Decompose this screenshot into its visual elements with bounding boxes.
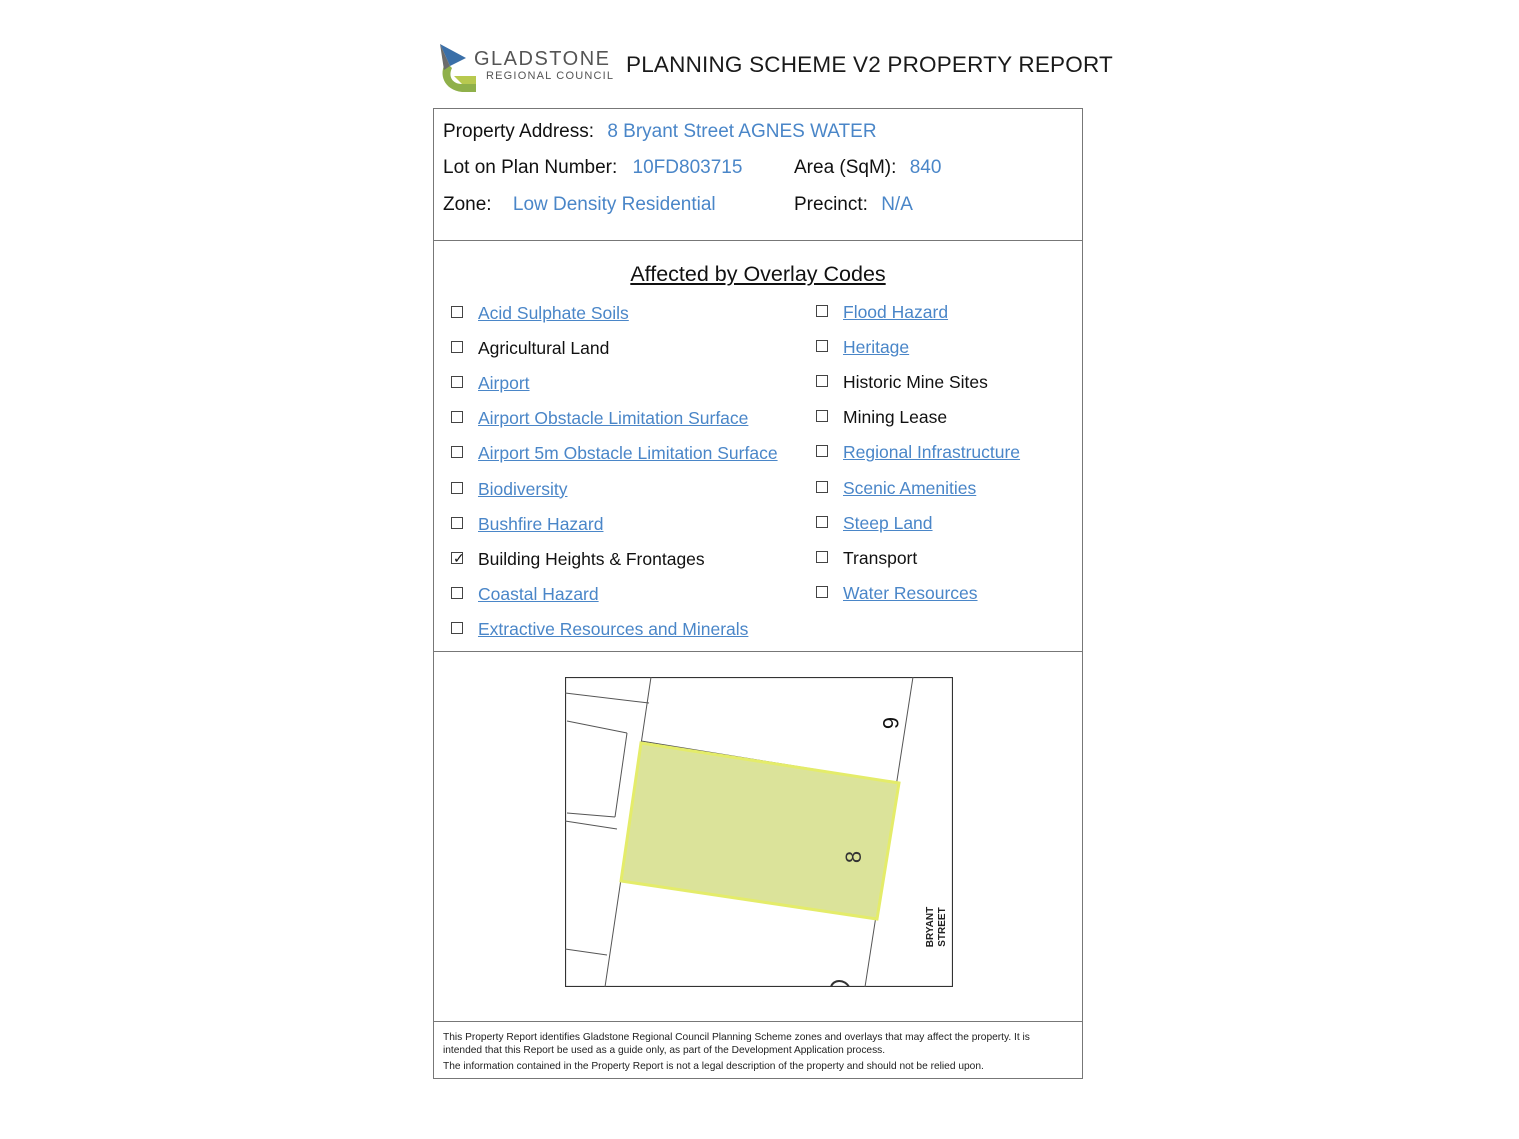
overlay-codes-section bbox=[434, 240, 1082, 652]
overlay-checkbox bbox=[816, 305, 828, 317]
overlay-link[interactable]: Extractive Resources and Minerals bbox=[478, 618, 749, 639]
overlay-link[interactable]: Bushfire Hazard bbox=[478, 513, 604, 534]
address-label: Property Address: bbox=[443, 121, 595, 142]
report-frame bbox=[433, 108, 1083, 1079]
precinct-value: N/A bbox=[881, 194, 913, 215]
precinct-row bbox=[794, 194, 913, 216]
overlay-link[interactable]: Biodiversity bbox=[478, 478, 568, 499]
street-label-line1: BRYANT bbox=[925, 906, 936, 948]
overlay-checkbox bbox=[451, 517, 463, 529]
overlay-link[interactable]: Heritage bbox=[843, 337, 910, 358]
overlay-codes-title: Affected by Overlay Codes bbox=[630, 262, 886, 286]
overlay-checkbox bbox=[451, 376, 463, 388]
overlay-checkbox bbox=[451, 411, 463, 423]
overlay-checkbox bbox=[816, 410, 828, 422]
overlay-link[interactable]: Water Resources bbox=[843, 582, 978, 603]
area-row bbox=[794, 157, 941, 179]
overlay-link[interactable]: Airport bbox=[478, 373, 530, 394]
overlay-link[interactable]: Airport 5m Obstacle Limitation Surface bbox=[478, 443, 778, 464]
lot-value: 10FD803715 bbox=[632, 157, 743, 178]
overlay-label: Building Heights & Frontages bbox=[478, 548, 705, 569]
area-label: Area (SqM): bbox=[794, 157, 897, 178]
overlay-label: Transport bbox=[843, 547, 918, 568]
overlay-link[interactable]: Flood Hazard bbox=[843, 302, 949, 322]
overlay-checkbox bbox=[816, 445, 828, 457]
lot-label-6: 6 bbox=[878, 716, 903, 730]
disclaimer-line-1: This Property Report identifies Gladstone Regional Council Planning Scheme zones and overlays that may affect the property. It is bbox=[443, 1032, 1030, 1043]
overlay-link[interactable]: Steep Land bbox=[843, 512, 933, 533]
report-title: PLANNING SCHEME V2 PROPERTY REPORT bbox=[626, 52, 1113, 77]
map-section bbox=[434, 651, 1082, 1022]
council-logo bbox=[436, 40, 616, 96]
address-row bbox=[443, 121, 877, 143]
overlay-checkbox bbox=[451, 622, 463, 634]
overlay-checkbox bbox=[816, 481, 828, 493]
overlay-link[interactable]: Acid Sulphate Soils bbox=[478, 303, 629, 323]
logo-org-subtitle: REGIONAL COUNCIL bbox=[486, 70, 615, 82]
street-label-line2: STREET bbox=[937, 907, 948, 947]
property-map bbox=[565, 677, 953, 987]
overlay-link[interactable]: Regional Infrastructure bbox=[843, 442, 1021, 463]
overlay-checkbox bbox=[816, 516, 828, 528]
precinct-label: Precinct: bbox=[794, 194, 868, 215]
zone-row bbox=[443, 194, 716, 216]
disclaimer-section bbox=[434, 1021, 1082, 1078]
area-value: 840 bbox=[909, 157, 942, 178]
disclaimer-line-3: The information contained in the Property Report is not a legal description of the property and should not be relied upon. bbox=[443, 1061, 984, 1072]
overlay-link[interactable]: Scenic Amenities bbox=[843, 477, 977, 498]
overlay-checkbox bbox=[816, 586, 828, 598]
logo-org-name: GLADSTONE bbox=[474, 48, 611, 70]
overlay-checkbox bbox=[451, 549, 465, 566]
lot-label-8: 8 bbox=[841, 850, 866, 864]
overlay-link[interactable]: Coastal Hazard bbox=[478, 583, 599, 604]
overlay-label: Historic Mine Sites bbox=[843, 372, 988, 393]
overlay-checkbox bbox=[451, 306, 463, 318]
overlay-checkbox bbox=[451, 446, 463, 458]
report-header bbox=[436, 38, 1113, 96]
disclaimer-line-2: intended that this Report be used as a guide only, as part of the Development Application process. bbox=[443, 1045, 886, 1056]
overlay-checkbox bbox=[451, 482, 463, 494]
overlay-link[interactable]: Airport Obstacle Limitation Surface bbox=[478, 408, 749, 429]
overlay-label: Agricultural Land bbox=[478, 338, 610, 359]
lot-row bbox=[443, 157, 742, 179]
overlay-checkbox bbox=[816, 340, 828, 352]
lot-label: Lot on Plan Number: bbox=[443, 157, 618, 178]
overlay-label: Mining Lease bbox=[843, 407, 948, 428]
overlay-checkbox bbox=[451, 587, 463, 599]
address-value: 8 Bryant Street AGNES WATER bbox=[607, 121, 877, 142]
zone-label: Zone: bbox=[443, 194, 492, 215]
overlay-checkbox bbox=[816, 551, 828, 563]
checkmark-icon: ✓ bbox=[453, 549, 465, 566]
overlay-checkbox bbox=[451, 341, 463, 353]
overlay-checkbox bbox=[816, 375, 828, 387]
zone-value: Low Density Residential bbox=[512, 194, 716, 215]
property-info-section bbox=[434, 109, 1082, 241]
